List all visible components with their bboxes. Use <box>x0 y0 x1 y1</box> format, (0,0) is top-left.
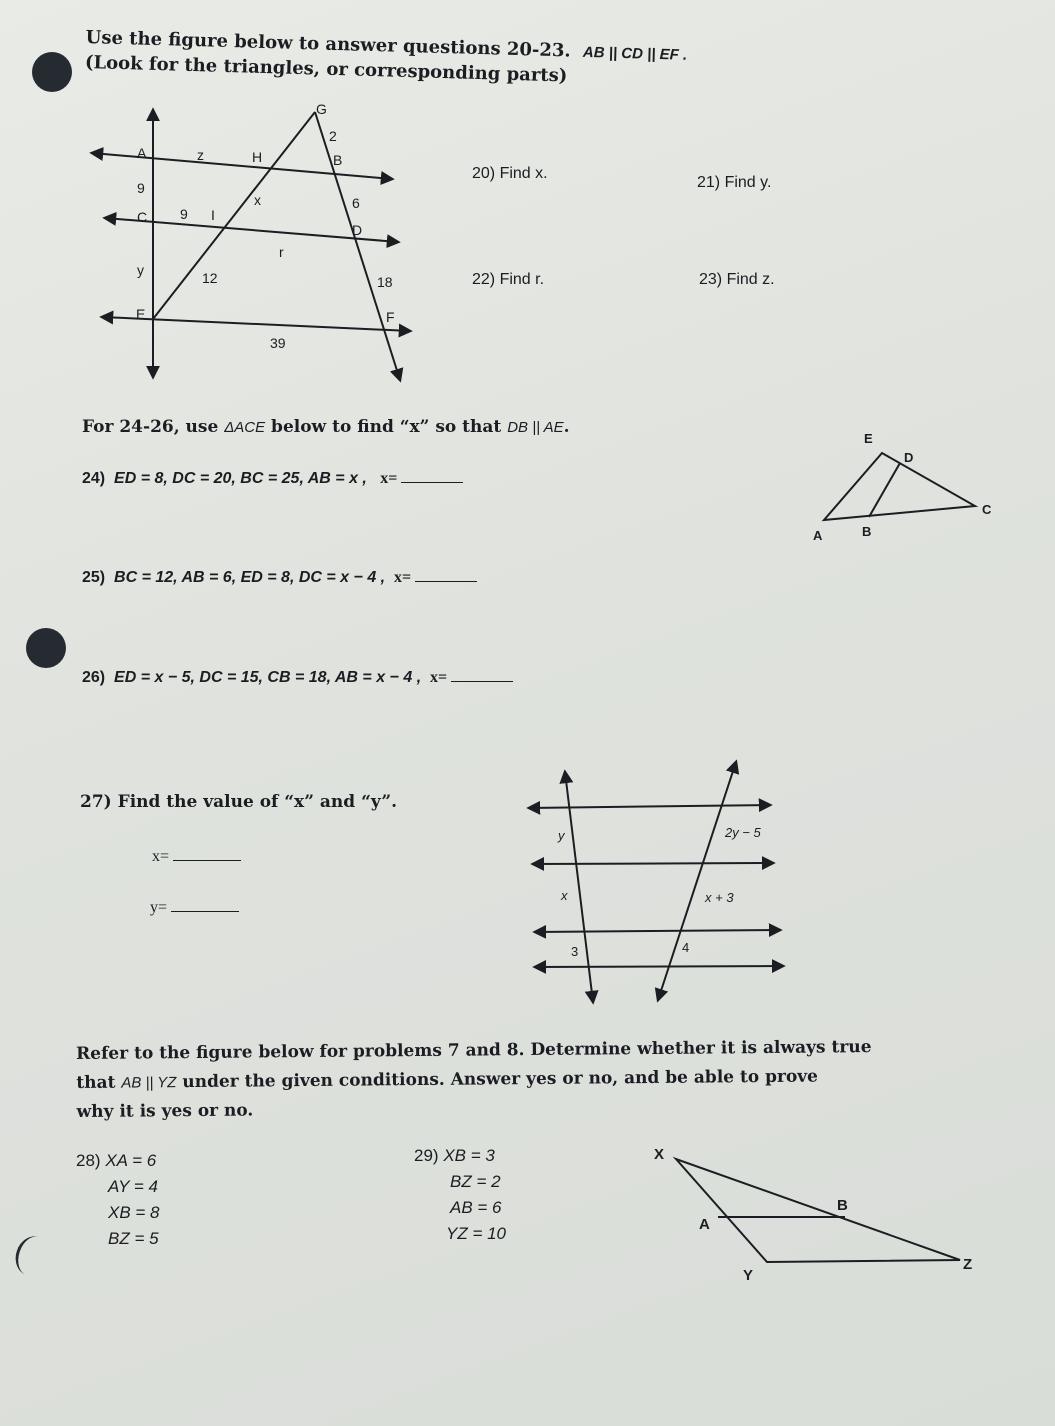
p29-line1: BZ = 2 <box>450 1172 501 1191</box>
p27-lbl-x: x <box>561 888 568 903</box>
lbl-x: x <box>254 192 261 208</box>
q22: 22) Find r. <box>472 271 545 288</box>
refer-line2b: under the given conditions. Answer yes or no, and be able to prove <box>176 1066 819 1093</box>
figure-triangle-ace <box>810 425 1010 550</box>
lbl-12: 12 <box>202 270 218 286</box>
p28-line0: XA = 6 <box>105 1151 157 1170</box>
pt-C: C <box>137 209 148 225</box>
pt-G: G <box>316 101 327 117</box>
punch-hole-top <box>32 52 72 92</box>
lbl-9-CI: 9 <box>180 206 188 222</box>
header-instructions <box>85 26 726 93</box>
p25-text: BC = 12, AB = 6, ED = 8, DC = x − 4 , <box>114 569 386 586</box>
problem-28 <box>76 1148 160 1252</box>
intro-24-26 <box>82 415 570 440</box>
p28-line2: XB = 8 <box>108 1203 160 1222</box>
refer-line3: why it is yes or no. <box>76 1100 254 1122</box>
line-gf <box>315 112 400 380</box>
tri-B: B <box>862 524 872 539</box>
p27-lbl-4: 4 <box>682 940 690 955</box>
p27-y-blank[interactable] <box>171 897 239 912</box>
q23: 23) Find z. <box>699 271 775 288</box>
p24-ans: x= <box>380 470 398 487</box>
line-ge <box>153 112 315 319</box>
lbl-9-AC: 9 <box>137 180 145 196</box>
lbl-39: 39 <box>270 335 286 351</box>
lbl-r: r <box>279 244 284 260</box>
xyz-A: A <box>699 1216 710 1233</box>
p26-ans: x= <box>430 669 448 686</box>
refer-line2a: that <box>76 1072 122 1093</box>
q20: 20) Find x. <box>472 165 548 182</box>
p27-x-blank[interactable] <box>173 846 241 861</box>
lbl-y: y <box>137 262 144 278</box>
p29-num: 29) <box>414 1146 439 1165</box>
p24-num: 24) <box>82 470 106 487</box>
refer-line1: Refer to the figure below for problems 7 and 8. Determine whether it is always true <box>76 1037 872 1064</box>
figure-transversals <box>525 758 790 1008</box>
figure-triangle-xyz <box>640 1135 990 1285</box>
p27-y-label: y= <box>150 899 168 916</box>
p27-y-answer <box>150 897 239 917</box>
xyz-Y: Y <box>743 1267 754 1284</box>
p28-num: 28) <box>76 1151 101 1170</box>
pt-H: H <box>252 149 263 165</box>
problem-24 <box>82 468 463 488</box>
p29-line3: YZ = 10 <box>446 1224 507 1243</box>
header-parallel: AB || CD || EF . <box>582 43 688 64</box>
problem-29 <box>414 1143 506 1247</box>
tri-A: A <box>813 528 823 543</box>
header-line1: Use the figure below to answer questions 20-23. <box>85 26 571 62</box>
p29-line2: AB = 6 <box>450 1198 502 1217</box>
p27-lbl-x+3: x + 3 <box>705 890 734 905</box>
refer-line2par: AB || YZ <box>121 1074 177 1092</box>
pt-I: I <box>211 207 215 223</box>
p27-lbl-2y-5: 2y − 5 <box>725 825 761 840</box>
xyz-Z: Z <box>963 1256 973 1273</box>
xyz-B: B <box>837 1197 848 1214</box>
figure-parallel-lines-triangles <box>80 95 420 395</box>
pt-F: F <box>386 309 395 325</box>
p27-title: 27) Find the value of “x” and “y”. <box>80 792 398 812</box>
line-ef <box>102 317 410 331</box>
p27-x-answer <box>152 846 241 866</box>
p28-line1: AY = 4 <box>108 1177 158 1196</box>
pt-B: B <box>333 152 343 168</box>
pt-D: D <box>352 222 363 238</box>
punch-hole-bottom <box>11 1232 55 1280</box>
p25-num: 25) <box>82 569 106 586</box>
lbl-6: 6 <box>352 195 360 211</box>
intro-24-b: below to find “x” so that <box>265 417 508 437</box>
refer-paragraph <box>76 1032 937 1127</box>
header-line2: (Look for the triangles, or corresponding parts) <box>84 51 568 87</box>
p28-line3: BZ = 5 <box>108 1229 159 1248</box>
p27-lbl-3: 3 <box>571 944 579 959</box>
tri-D: D <box>904 450 914 465</box>
pt-A: A <box>137 145 147 161</box>
punch-hole-middle <box>26 628 66 668</box>
problem-25 <box>82 567 477 587</box>
intro-24-tri: ΔACE <box>224 419 266 436</box>
p27-x-label: x= <box>152 848 170 865</box>
intro-24-par: DB || AE <box>507 419 564 436</box>
intro-24-end: . <box>563 417 570 437</box>
xyz-X: X <box>654 1146 665 1163</box>
p26-text: ED = x − 5, DC = 15, CB = 18, AB = x − 4 , <box>114 669 422 686</box>
p24-blank[interactable] <box>401 468 463 483</box>
lbl-z: z <box>197 147 204 163</box>
pt-E: E <box>136 306 146 322</box>
p26-blank[interactable] <box>451 667 513 682</box>
p26-num: 26) <box>82 669 106 686</box>
p25-blank[interactable] <box>415 567 477 582</box>
lbl-18: 18 <box>377 274 393 290</box>
lbl-2: 2 <box>329 128 337 144</box>
q21: 21) Find y. <box>697 174 772 191</box>
tri-C: C <box>982 502 992 517</box>
p25-ans: x= <box>394 569 412 586</box>
problem-26 <box>82 667 513 687</box>
p24-text: ED = 8, DC = 20, BC = 25, AB = x , <box>114 470 367 487</box>
p27-lbl-y: y <box>558 828 565 843</box>
intro-24-a: For 24-26, use <box>82 417 225 437</box>
p29-line0: XB = 3 <box>443 1146 495 1165</box>
tri-E: E <box>864 431 873 446</box>
